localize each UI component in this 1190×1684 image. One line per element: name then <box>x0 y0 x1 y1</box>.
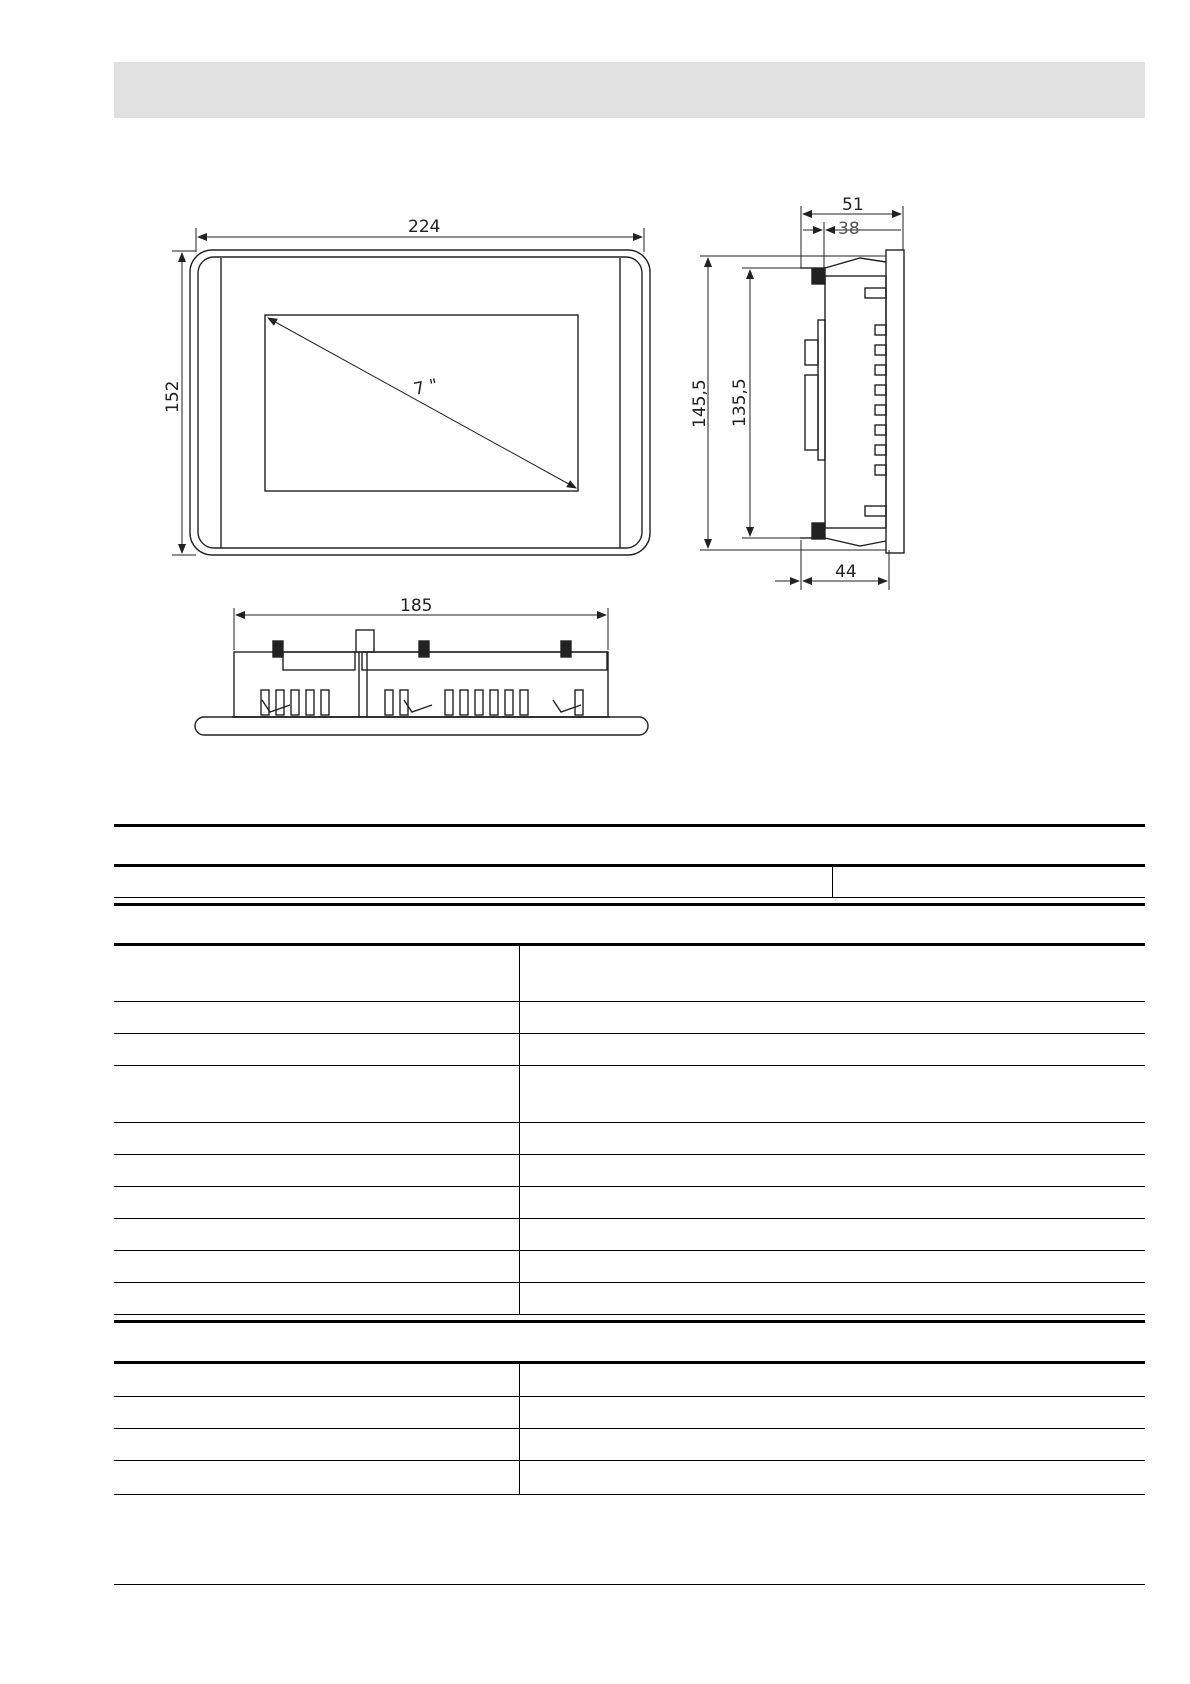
row-rule <box>114 1001 1145 1002</box>
side-total-depth-label: 51 <box>842 195 864 215</box>
front-width-label: 224 <box>408 217 441 237</box>
front-height-label: 152 <box>163 380 183 413</box>
table-header-rule-3 <box>114 1361 1145 1364</box>
side-inner-height-label: 135,5 <box>730 378 750 427</box>
row-rule <box>114 1065 1145 1066</box>
side-outer-height-label: 145,5 <box>690 379 710 428</box>
row-rule <box>114 1428 1145 1429</box>
row-rule <box>114 1396 1145 1397</box>
row-rule <box>114 1122 1145 1123</box>
table-header-rule-1 <box>114 864 1145 867</box>
diagonal-label: 7 " <box>411 375 440 400</box>
section-rule-2 <box>114 903 1145 906</box>
front-view <box>190 250 650 555</box>
row-rule <box>114 1186 1145 1187</box>
row-rule <box>114 1282 1145 1283</box>
bottom-view <box>195 630 648 735</box>
side-view <box>800 250 904 553</box>
section-rule-3 <box>114 1320 1145 1323</box>
row-rule <box>114 897 1145 898</box>
dimension-drawing <box>0 0 1190 760</box>
column-separator <box>832 867 833 897</box>
bottom-width-label: 185 <box>400 596 433 616</box>
row-rule <box>114 1218 1145 1219</box>
column-separator <box>519 1364 520 1495</box>
row-rule <box>114 1250 1145 1251</box>
row-rule <box>114 1314 1145 1315</box>
side-bottom-depth-label: 44 <box>835 562 857 582</box>
table-header-rule-2 <box>114 943 1145 946</box>
footer-rule <box>114 1584 1145 1585</box>
row-rule <box>114 1154 1145 1155</box>
row-rule <box>114 1494 1145 1495</box>
row-rule <box>114 1033 1145 1034</box>
section-rule-1 <box>114 824 1145 827</box>
side-depth-label: 38 <box>838 219 860 239</box>
row-rule <box>114 1460 1145 1461</box>
